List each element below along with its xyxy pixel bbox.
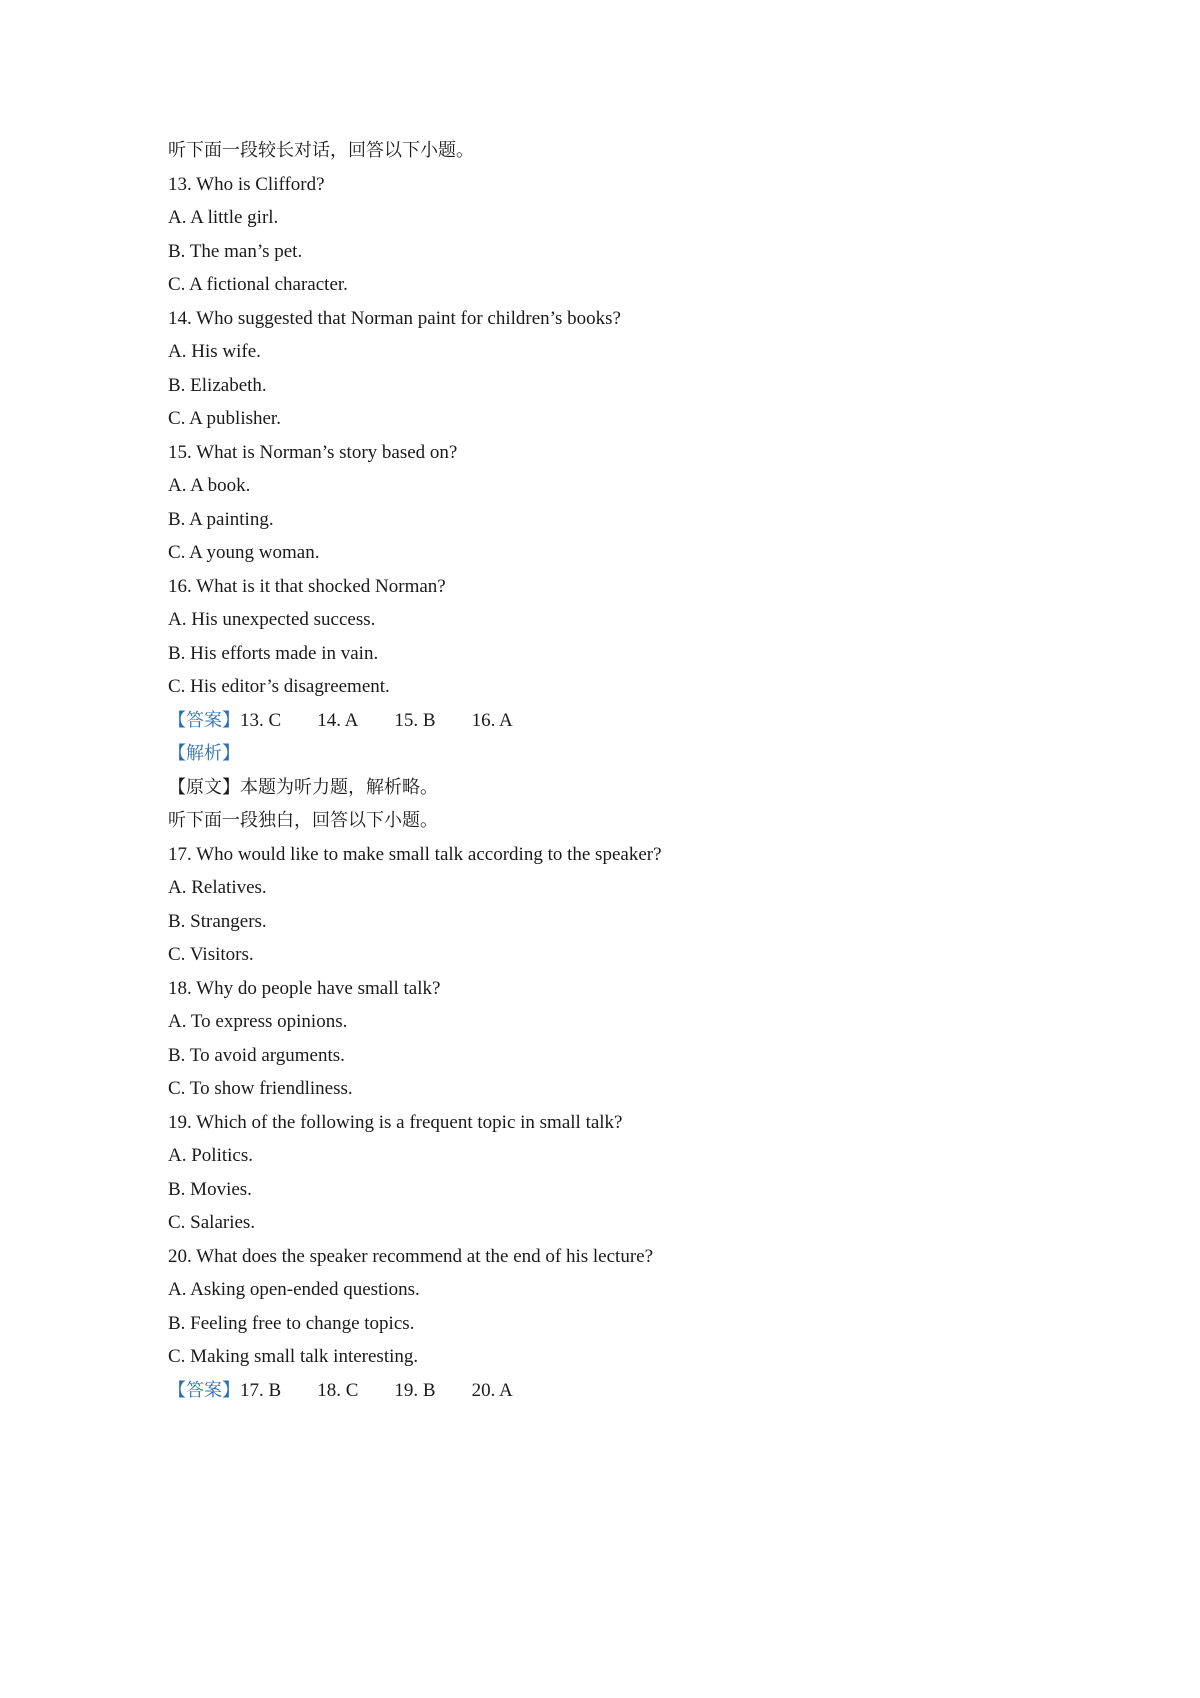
question-13: 13. Who is Clifford? [168,173,325,195]
question-14-option-c: C. A publisher. [168,408,281,429]
question-19-option-b: B. Movies. [168,1178,252,1200]
question-18-option-a: A. To express opinions. [168,1011,348,1032]
question-20-option-b: B. Feeling free to change topics. [168,1312,415,1334]
question-15-option-a: A. A book. [168,475,251,496]
question-20-option-c: C. Making small talk interesting. [168,1346,419,1367]
answer-16: 16. A [471,709,513,731]
question-18: 18. Why do people have small talk? [168,977,441,999]
answer-line-1 [168,707,1048,741]
question-16-option-a: A. His unexpected success. [168,609,376,630]
question-17-option-c: C. Visitors. [168,944,254,965]
question-18-option-b: B. To avoid arguments. [168,1044,345,1066]
question-17-option-b: B. Strangers. [168,910,267,932]
section2-intro: 听下面一段独白，回答以下小题。 [168,810,438,831]
question-20-option-a: A. Asking open-ended questions. [168,1279,420,1300]
question-17: 17. Who would like to make small talk according to the speaker? [168,843,662,865]
question-16-option-c: C. His editor’s disagreement. [168,676,390,697]
original-text-note: 【原文】本题为听力题，解析略。 [168,776,438,798]
question-13-option-b: B. The man’s pet. [168,240,303,262]
question-15-option-c: C. A young woman. [168,542,320,563]
question-14: 14. Who suggested that Norman paint for children’s books? [168,307,621,329]
answer-14: 14. A [317,709,359,731]
analysis-line [168,740,1048,774]
question-14-option-a: A. His wife. [168,341,261,362]
question-13-option-c: C. A fictional character. [168,274,348,295]
answer-tag: 【答案】 [168,709,240,731]
question-15-option-b: B. A painting. [168,508,274,530]
answer-18: 18. C [317,1379,359,1401]
answer-20: 20. A [471,1379,513,1401]
section1-intro: 听下面一段较长对话，回答以下小题。 [168,140,474,161]
question-14-option-b: B. Elizabeth. [168,374,267,396]
answer-15: 15. B [394,709,436,731]
question-20: 20. What does the speaker recommend at the end of his lecture? [168,1245,654,1267]
answer-line-2 [168,1377,1048,1411]
question-16: 16. What is it that shocked Norman? [168,575,446,597]
question-16-option-b: B. His efforts made in vain. [168,642,379,664]
question-13-option-a: A. A little girl. [168,207,279,228]
question-15: 15. What is Norman’s story based on? [168,441,458,463]
answer-13: 13. C [240,709,282,731]
answer-tag: 【答案】 [168,1379,240,1401]
question-19-option-c: C. Salaries. [168,1212,256,1233]
question-19: 19. Which of the following is a frequent topic in small talk? [168,1111,623,1133]
question-17-option-a: A. Relatives. [168,877,267,898]
question-18-option-c: C. To show friendliness. [168,1078,353,1099]
answer-17: 17. B [240,1379,282,1401]
document-content [168,137,1048,1410]
answer-19: 19. B [394,1379,436,1401]
analysis-tag: 【解析】 [168,743,240,764]
question-19-option-a: A. Politics. [168,1145,253,1166]
